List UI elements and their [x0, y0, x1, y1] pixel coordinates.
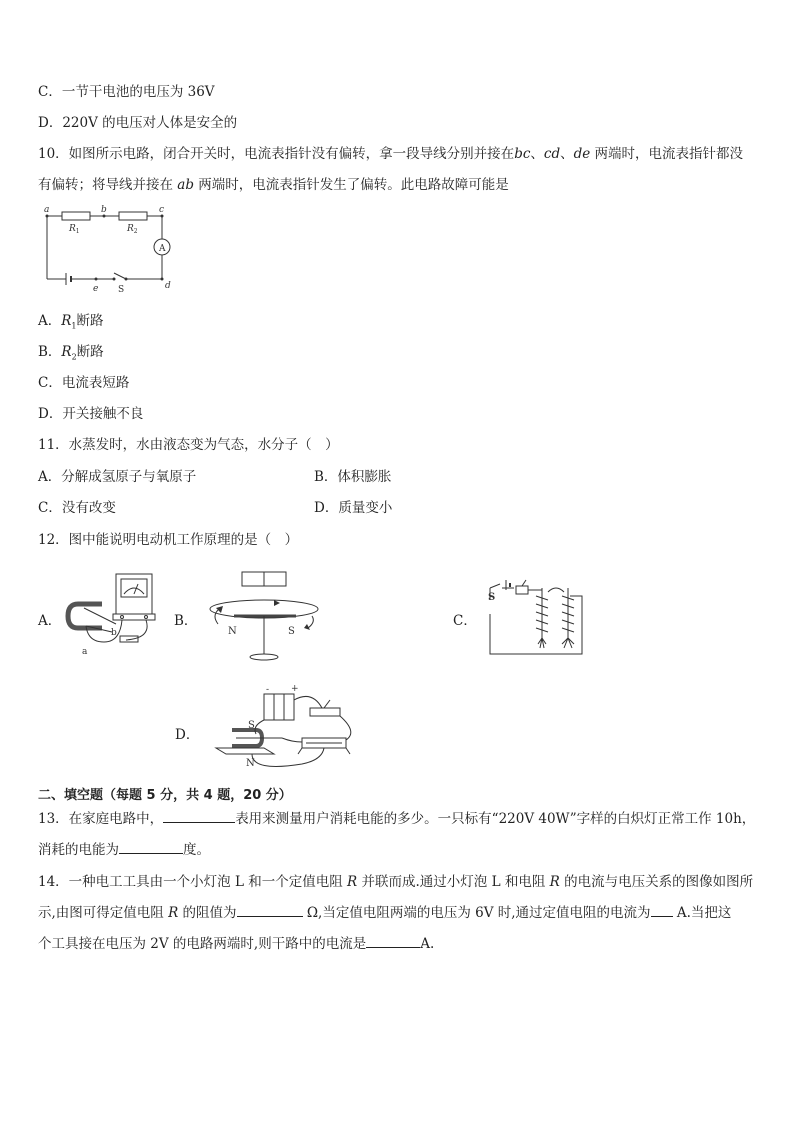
fig-d-label-n: N [246, 758, 255, 769]
fig-b-label-s: S [288, 626, 295, 637]
q10-option-c: C．电流表短路 [38, 375, 130, 391]
q12-stem: 12．图中能说明电动机工作原理的是（ ） [38, 532, 299, 548]
q12-figure-c [486, 574, 586, 658]
q12-label-d: D． [175, 727, 200, 743]
q13-stem: 13．在家庭电路中， 表用来测量用户消耗电能的多少。一只标有“220V 40W”字样的白炽灯正常工作 10h， 消耗的电能为 度。 [38, 804, 758, 866]
q14-blank-3[interactable] [366, 933, 420, 948]
fig-b-label-n: N [228, 626, 237, 637]
q14-blank-2[interactable] [651, 902, 673, 917]
r2-label: $R_2$ [127, 224, 138, 235]
q9-option-c: C．一节干电池的电压为 36V [38, 84, 215, 100]
fig-d-label-s: S [248, 720, 255, 731]
q10-circuit-diagram [38, 204, 178, 296]
q12-label-a: A． [38, 613, 62, 629]
r1-label: $R_1$ [69, 224, 80, 235]
node-a-label: a [44, 205, 50, 215]
fig-a-label-a: a [82, 647, 88, 657]
fig-d-label-minus: - [266, 685, 270, 695]
q10-option-d: D．开关接触不良 [38, 406, 144, 422]
node-b-label: b [101, 205, 107, 215]
q9-option-d: D．220V 的电压对人体是安全的 [38, 115, 238, 131]
ammeter-label: A [159, 244, 166, 254]
node-d-label: d [165, 281, 171, 291]
fig-a-label-b: b [111, 628, 117, 638]
node-c-label: c [159, 205, 165, 215]
node-e-label: e [93, 284, 99, 294]
q11-option-c: C．没有改变 [38, 500, 116, 516]
q13-blank-2[interactable] [119, 839, 183, 854]
fig-d-label-plus: + [291, 684, 299, 694]
fig-c-label-s: S [488, 592, 496, 603]
q10-stem-line2: 有偏转；将导线并接在 ab 两端时，电流表指针发生了偏转。此电路故障可能是 [38, 177, 509, 193]
switch-label: S [118, 285, 125, 295]
q12-label-c: C． [453, 613, 477, 629]
q12-label-b: B． [174, 613, 198, 629]
q12-figure-b [204, 568, 324, 664]
q13-blank-1[interactable] [163, 808, 235, 823]
q11-option-a: A．分解成氢原子与氧原子 [38, 469, 197, 485]
q14-stem: 14．一种电工工具由一个小灯泡 L 和一个定值电阻 R 并联而成.通过小灯泡 L 和电阻 R 的电流与电压关系的图像如图所 示,由图可得定值电阻 R 的阻值为 Ω,当定值电阻两端的电压为 6V 时,通过定值电阻的电流为 A.当把这 个工具接在电压为 2V 的电路两端时,则干路中的电流是 A. [38, 874, 754, 952]
q14-blank-1[interactable] [237, 902, 303, 917]
q10-stem-line1: 10．如图所示电路，闭合开关时，电流表指针没有偏转，拿一段导线分别并接在bc、cd、de 两端时，电流表指针都没 [38, 146, 744, 162]
q10-option-b: B．$R_2$断路 [38, 344, 104, 362]
q11-option-d: D．质量变小 [314, 500, 393, 516]
q11-option-b: B．体积膨胀 [314, 469, 392, 485]
q12-figure-d [212, 682, 362, 772]
q12-figure-a [64, 568, 164, 658]
q10-option-a: A．$R_1$断路 [38, 313, 104, 331]
q11-stem: 11．水蒸发时，水由液态变为气态，水分子（ ） [38, 437, 339, 453]
section-fill-in-title: 二、填空题（每题 5 分，共 4 题，20 分） [38, 788, 292, 803]
